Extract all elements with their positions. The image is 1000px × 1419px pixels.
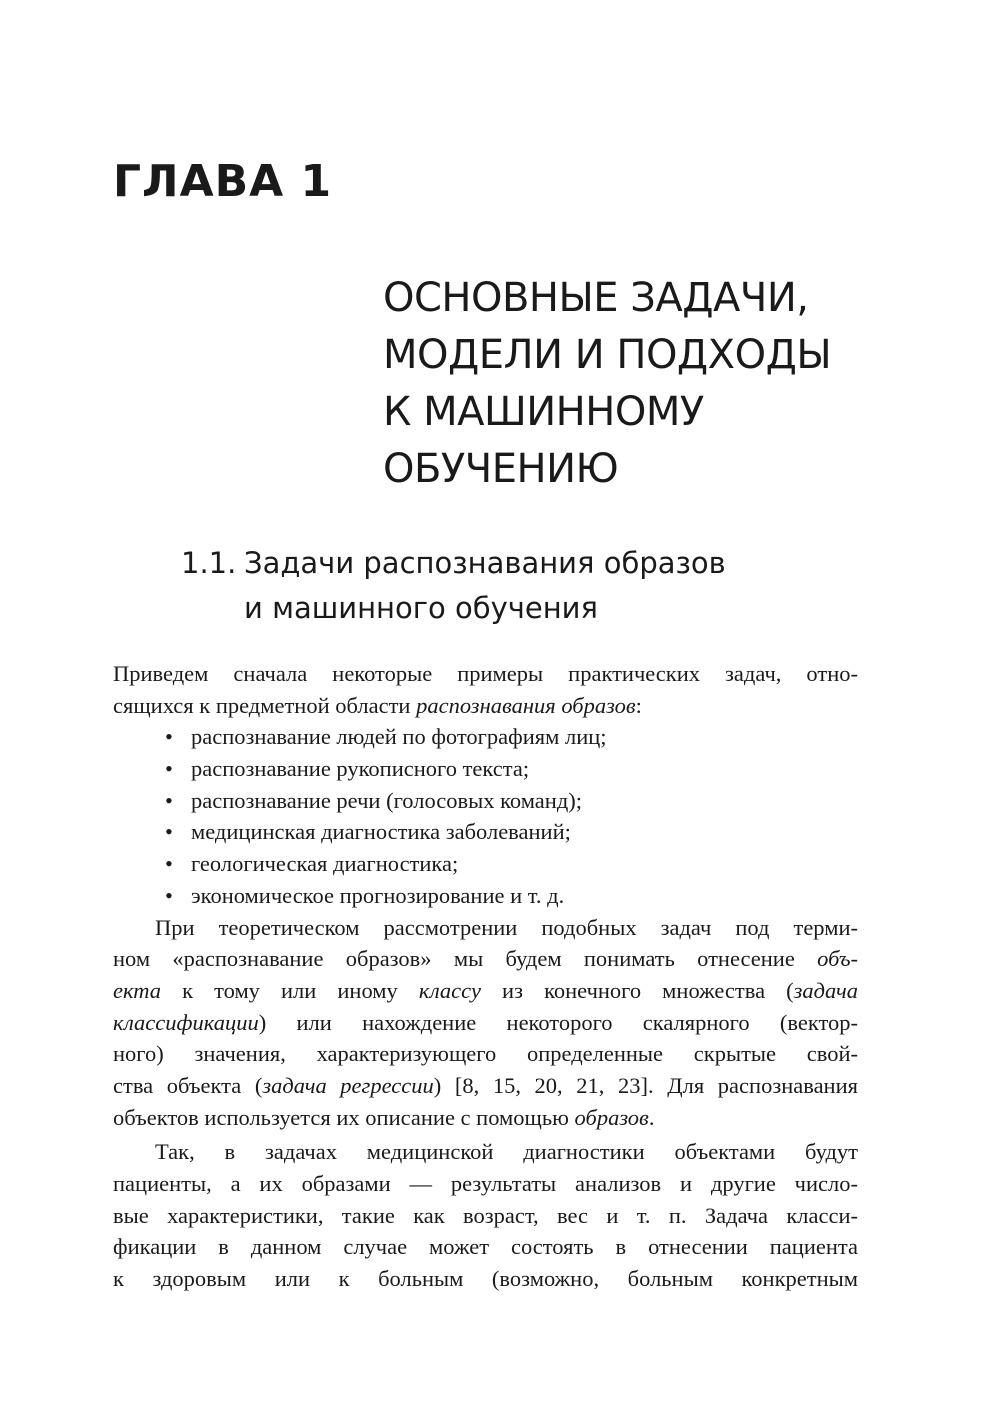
list-item (113, 816, 858, 848)
text-run: сящихся к предметной области (113, 692, 417, 718)
paragraph-line (113, 1070, 858, 1102)
emphasis-term: екта (113, 977, 161, 1003)
intro-line: Приведем сначала некоторые примеры практических задач, отно- (113, 661, 858, 686)
emphasis-term: распознавания образов (416, 692, 636, 718)
chapter-title-line: МОДЕЛИ И ПОДХОДЫ (383, 332, 832, 378)
list-item-text: геологическая диагностика; (191, 851, 459, 877)
chapter-title (383, 270, 943, 498)
text-run: ) [8, 15, 20, 21, 23]. Для распознавания (433, 1072, 858, 1098)
intro-line (113, 690, 858, 722)
paragraph-line (113, 975, 858, 1007)
list-item-text: распознавание людей по фотографиям лиц; (191, 724, 607, 750)
paragraph-line (113, 1007, 858, 1039)
list-item (113, 721, 858, 753)
chapter-title-line: К МАШИННОМУ (383, 389, 704, 435)
text-run: к тому или иному (161, 977, 419, 1003)
emphasis-term: образов (574, 1104, 649, 1130)
list-item-text: экономическое прогнозирование и т. д. (191, 882, 565, 908)
list-item (113, 785, 858, 817)
emphasis-term: задача регрессии (262, 1072, 434, 1098)
section-title (244, 541, 726, 631)
chapter-title-line: ОСНОВНЫЕ ЗАДАЧИ, (383, 275, 809, 321)
chapter-label: ГЛАВА 1 (113, 156, 333, 207)
emphasis-term: классификации (113, 1009, 259, 1035)
text-run: . (648, 1104, 655, 1130)
text-run: ства объекта ( (113, 1072, 263, 1098)
list-item (113, 848, 858, 880)
section-title-line: и машинного обучения (244, 591, 598, 625)
paragraph (113, 912, 858, 1134)
paragraph (113, 1136, 858, 1294)
bullet-icon: • (165, 851, 173, 877)
bullet-list (113, 721, 858, 911)
chapter-title-line: ОБУЧЕНИЮ (383, 446, 619, 492)
list-item (113, 880, 858, 912)
section-title-line: Задачи распознавания образов (244, 546, 726, 580)
text-run: : (635, 692, 642, 718)
list-item-text: распознавание речи (голосовых команд); (191, 787, 583, 813)
emphasis-term: задача (793, 977, 858, 1003)
bullet-icon: • (165, 819, 173, 845)
paragraph-line: вые характеристики, такие как возраст, вес и т. п. Задача класси- (113, 1202, 858, 1228)
emphasis-term: классу (418, 977, 481, 1003)
paragraph-line (113, 943, 858, 975)
bullet-icon: • (165, 882, 173, 908)
list-item-text: распознавание рукописного текста; (191, 756, 530, 782)
paragraph-line: пациенты, а их образами — результаты анализов и другие число- (113, 1171, 858, 1196)
text-run: ) или нахождение некоторого скалярного (вектор- (258, 1009, 858, 1035)
paragraph-line: к здоровым или к больным (возможно, больным конкретным (113, 1266, 858, 1292)
text-run: из конечного множества ( (480, 977, 794, 1003)
paragraph-line (113, 1102, 858, 1134)
text-run: ном «распознавание образов» мы будем понимать отнесение (113, 946, 818, 972)
paragraph-line: ного) значения, характеризующего определенные скрытые свой- (113, 1041, 858, 1067)
text-run: объектов используется их описание с помощью (113, 1104, 575, 1130)
paragraph-line: При теоретическом рассмотрении подобных задач под терми- (155, 914, 858, 940)
bullet-icon: • (165, 787, 173, 813)
bullet-icon: • (165, 724, 173, 750)
bullet-icon: • (165, 756, 173, 782)
list-item (113, 753, 858, 785)
body-text (113, 658, 858, 1295)
section-number: 1.1. (181, 546, 237, 580)
paragraph-line: Так, в задачах медицинской диагностики объектами будут (155, 1139, 858, 1165)
emphasis-term: объ- (817, 946, 858, 972)
list-item-text: медицинская диагностика заболеваний; (191, 819, 571, 845)
paragraph-line: фикации в данном случае может состоять в отнесении пациента (113, 1234, 858, 1260)
